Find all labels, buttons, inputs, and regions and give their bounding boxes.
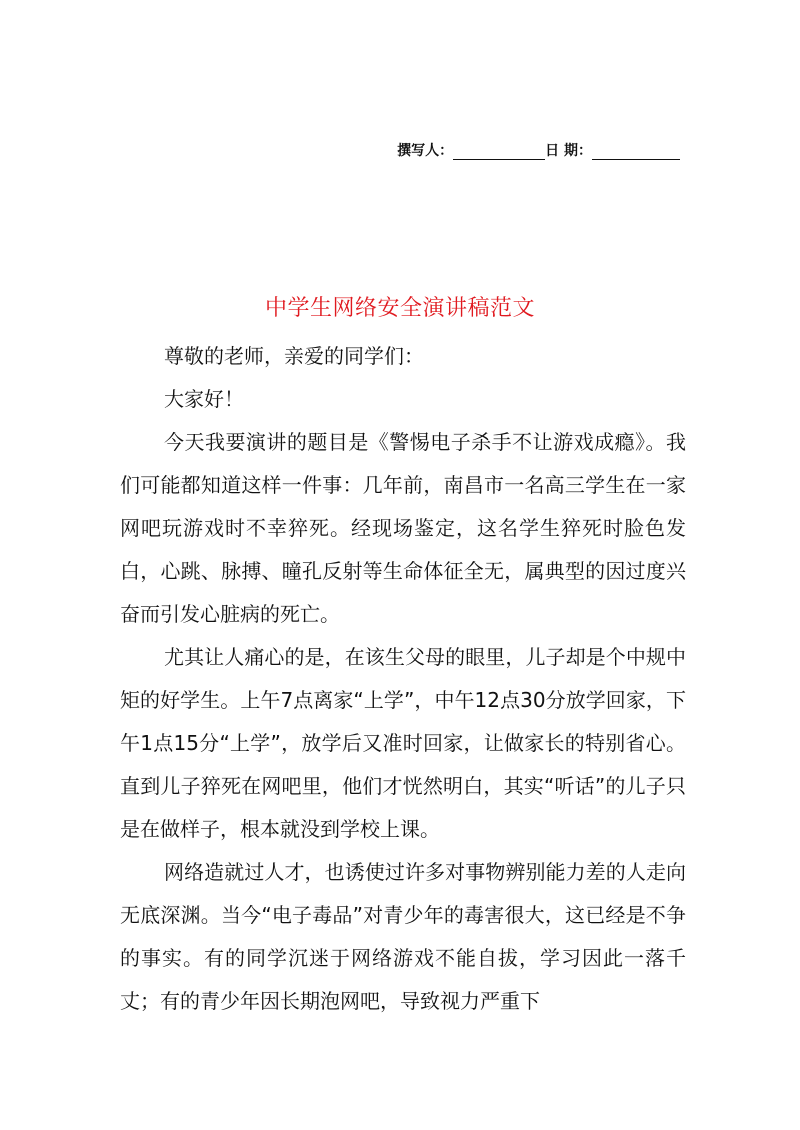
paragraph: 今天我要演讲的题目是《警惕电子杀手不让游戏成瘾》。我们可能都知道这样一件事：几年前，南昌市一名高三学生在一家网吧玩游戏时不幸猝死。经现场鉴定，这名学生猝死时脸色发白，心跳、脉搏、瞳孔反射等生命体征全无，属典型的因过度兴奋而引发心脏病的死亡。 (120, 430, 686, 626)
author-label: 撰写人： (397, 143, 454, 159)
greeting: 大家好！ (164, 387, 244, 411)
date-blank (592, 145, 680, 160)
document-title: 中学生网络安全演讲稿范文 (264, 296, 535, 321)
author-blank (453, 145, 545, 160)
document-body (120, 335, 686, 1023)
header-signature-line (397, 140, 680, 160)
paragraph: 尤其让人痛心的是，在该生父母的眼里，儿子却是个中规中矩的好学生。上午7点离家“上学”，中午12点30分放学回家，下午1点15分“上学”，放学后又准时回家，让做家长的特别省心。直到儿子猝死在网吧里，他们才恍然明白，其实“听话”的儿子只是在做样子，根本就没到学校上课。 (120, 645, 686, 841)
salutation: 尊敬的老师，亲爱的同学们： (164, 344, 424, 368)
date-label: 日 期： (545, 143, 592, 159)
paragraph: 网络造就过人才，也诱使过许多对事物辨别能力差的人走向无底深渊。当今“电子毒品”对青少年的毒害很大，这已经是不争的事实。有的同学沉迷于网络游戏不能自拔，学习因此一落千丈；有的青少年因长期泡网吧，导致视力严重下 (120, 860, 686, 1013)
